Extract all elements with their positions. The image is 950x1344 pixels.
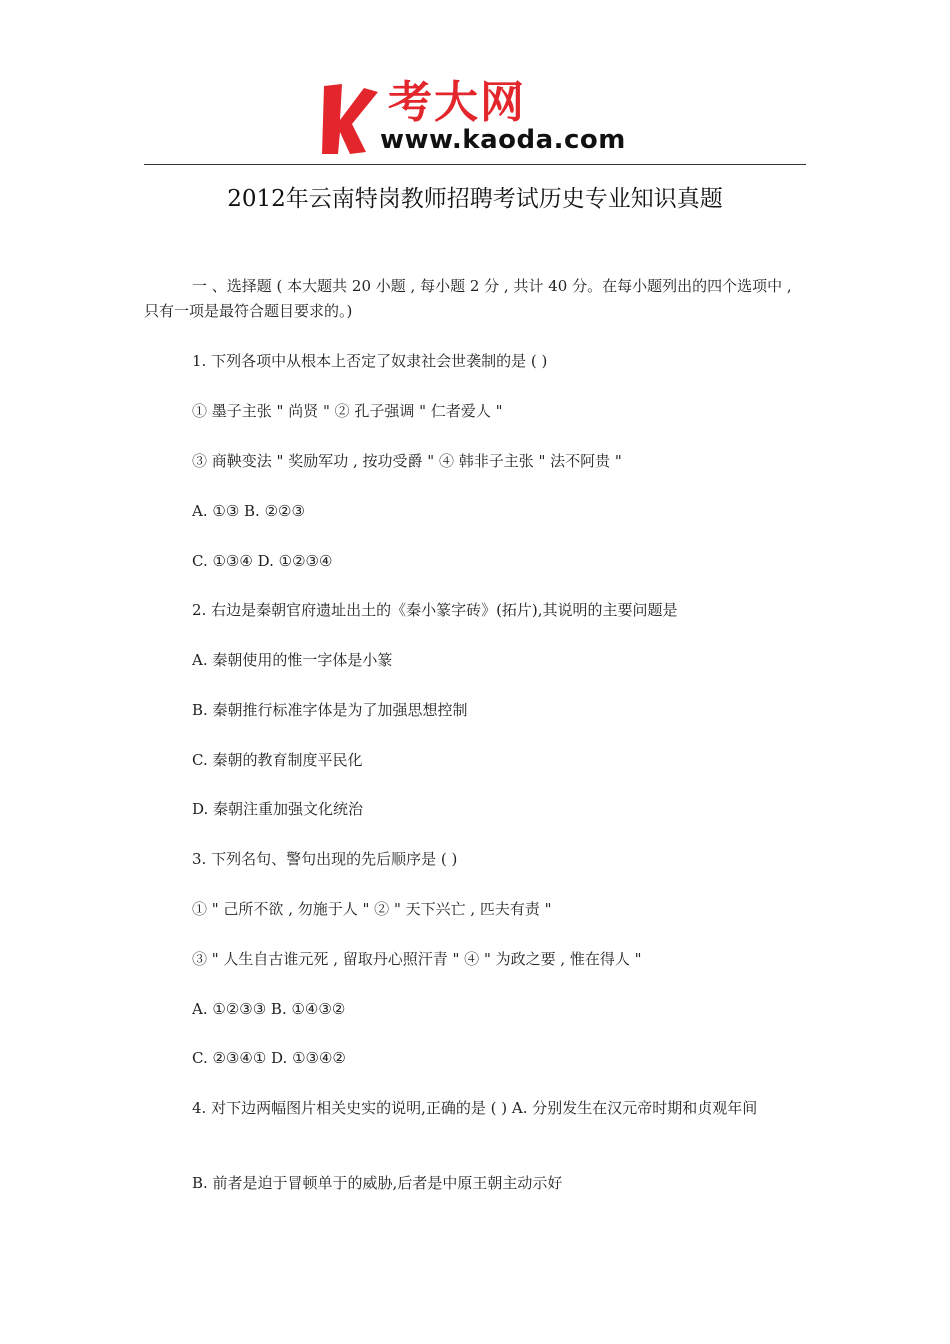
question-4-option-b: B. 前者是迫于冒顿单于的威胁,后者是中原王朝主动示好 bbox=[192, 1174, 563, 1192]
logo-url: www.kaoda.com bbox=[380, 125, 626, 155]
question-1-options-cd: C. ①③④ D. ①②③④ bbox=[192, 552, 333, 570]
question-2-option-a: A. 秦朝使用的惟一字体是小篆 bbox=[192, 651, 393, 669]
question-3-statements-a: ① " 己所不欲 , 勿施于人 " ② " 天下兴亡 , 匹夫有责 " bbox=[192, 900, 552, 918]
logo-name: 考大网 bbox=[388, 77, 526, 128]
question-2-option-c: C. 秦朝的教育制度平民化 bbox=[192, 751, 363, 769]
question-1-statements-b: ③ 商鞅变法 " 奖励军功 , 按功受爵 " ④ 韩非子主张 " 法不阿贵 " bbox=[192, 452, 622, 470]
section-instructions: 一 、选择题 ( 本大题共 20 小题 , 每小题 2 分 , 共计 40 分。在每小题列出的四个选项中 , 只有一项是最符合题目要求的。) bbox=[144, 277, 797, 320]
header-divider bbox=[144, 164, 806, 165]
question-3-options-cd: C. ②③④① D. ①③④② bbox=[192, 1049, 346, 1067]
question-3-statements-b: ③ " 人生自古谁元死 , 留取丹心照汗青 " ④ " 为政之要 , 惟在得人 " bbox=[192, 950, 642, 968]
site-logo bbox=[318, 78, 638, 160]
question-2-option-b: B. 秦朝推行标准字体是为了加强思想控制 bbox=[192, 701, 468, 719]
question-3: 3. 下列名句、警句出现的先后顺序是 ( ) bbox=[192, 850, 458, 868]
page-title: 2012年云南特岗教师招聘考试历史专业知识真题 bbox=[227, 186, 723, 212]
question-2: 2. 右边是秦朝官府遗址出土的《秦小篆字砖》(拓片),其说明的主要问题是 bbox=[192, 601, 678, 619]
k-logo-icon bbox=[318, 82, 380, 156]
question-1: 1. 下列各项中从根本上否定了奴隶社会世袭制的是 ( ) bbox=[192, 352, 548, 370]
question-2-option-d: D. 秦朝注重加强文化统治 bbox=[192, 800, 364, 818]
question-4: 4. 对下边两幅图片相关史实的说明,正确的是 ( ) A. 分别发生在汉元帝时期和贞观年间 bbox=[192, 1099, 758, 1117]
question-1-options-ab: A. ①③ B. ②②③ bbox=[192, 502, 305, 520]
question-3-options-ab: A. ①②③③ B. ①④③② bbox=[192, 1000, 346, 1018]
question-1-statements-a: ① 墨子主张 " 尚贤 " ② 孔子强调 " 仁者爱人 " bbox=[192, 402, 503, 420]
